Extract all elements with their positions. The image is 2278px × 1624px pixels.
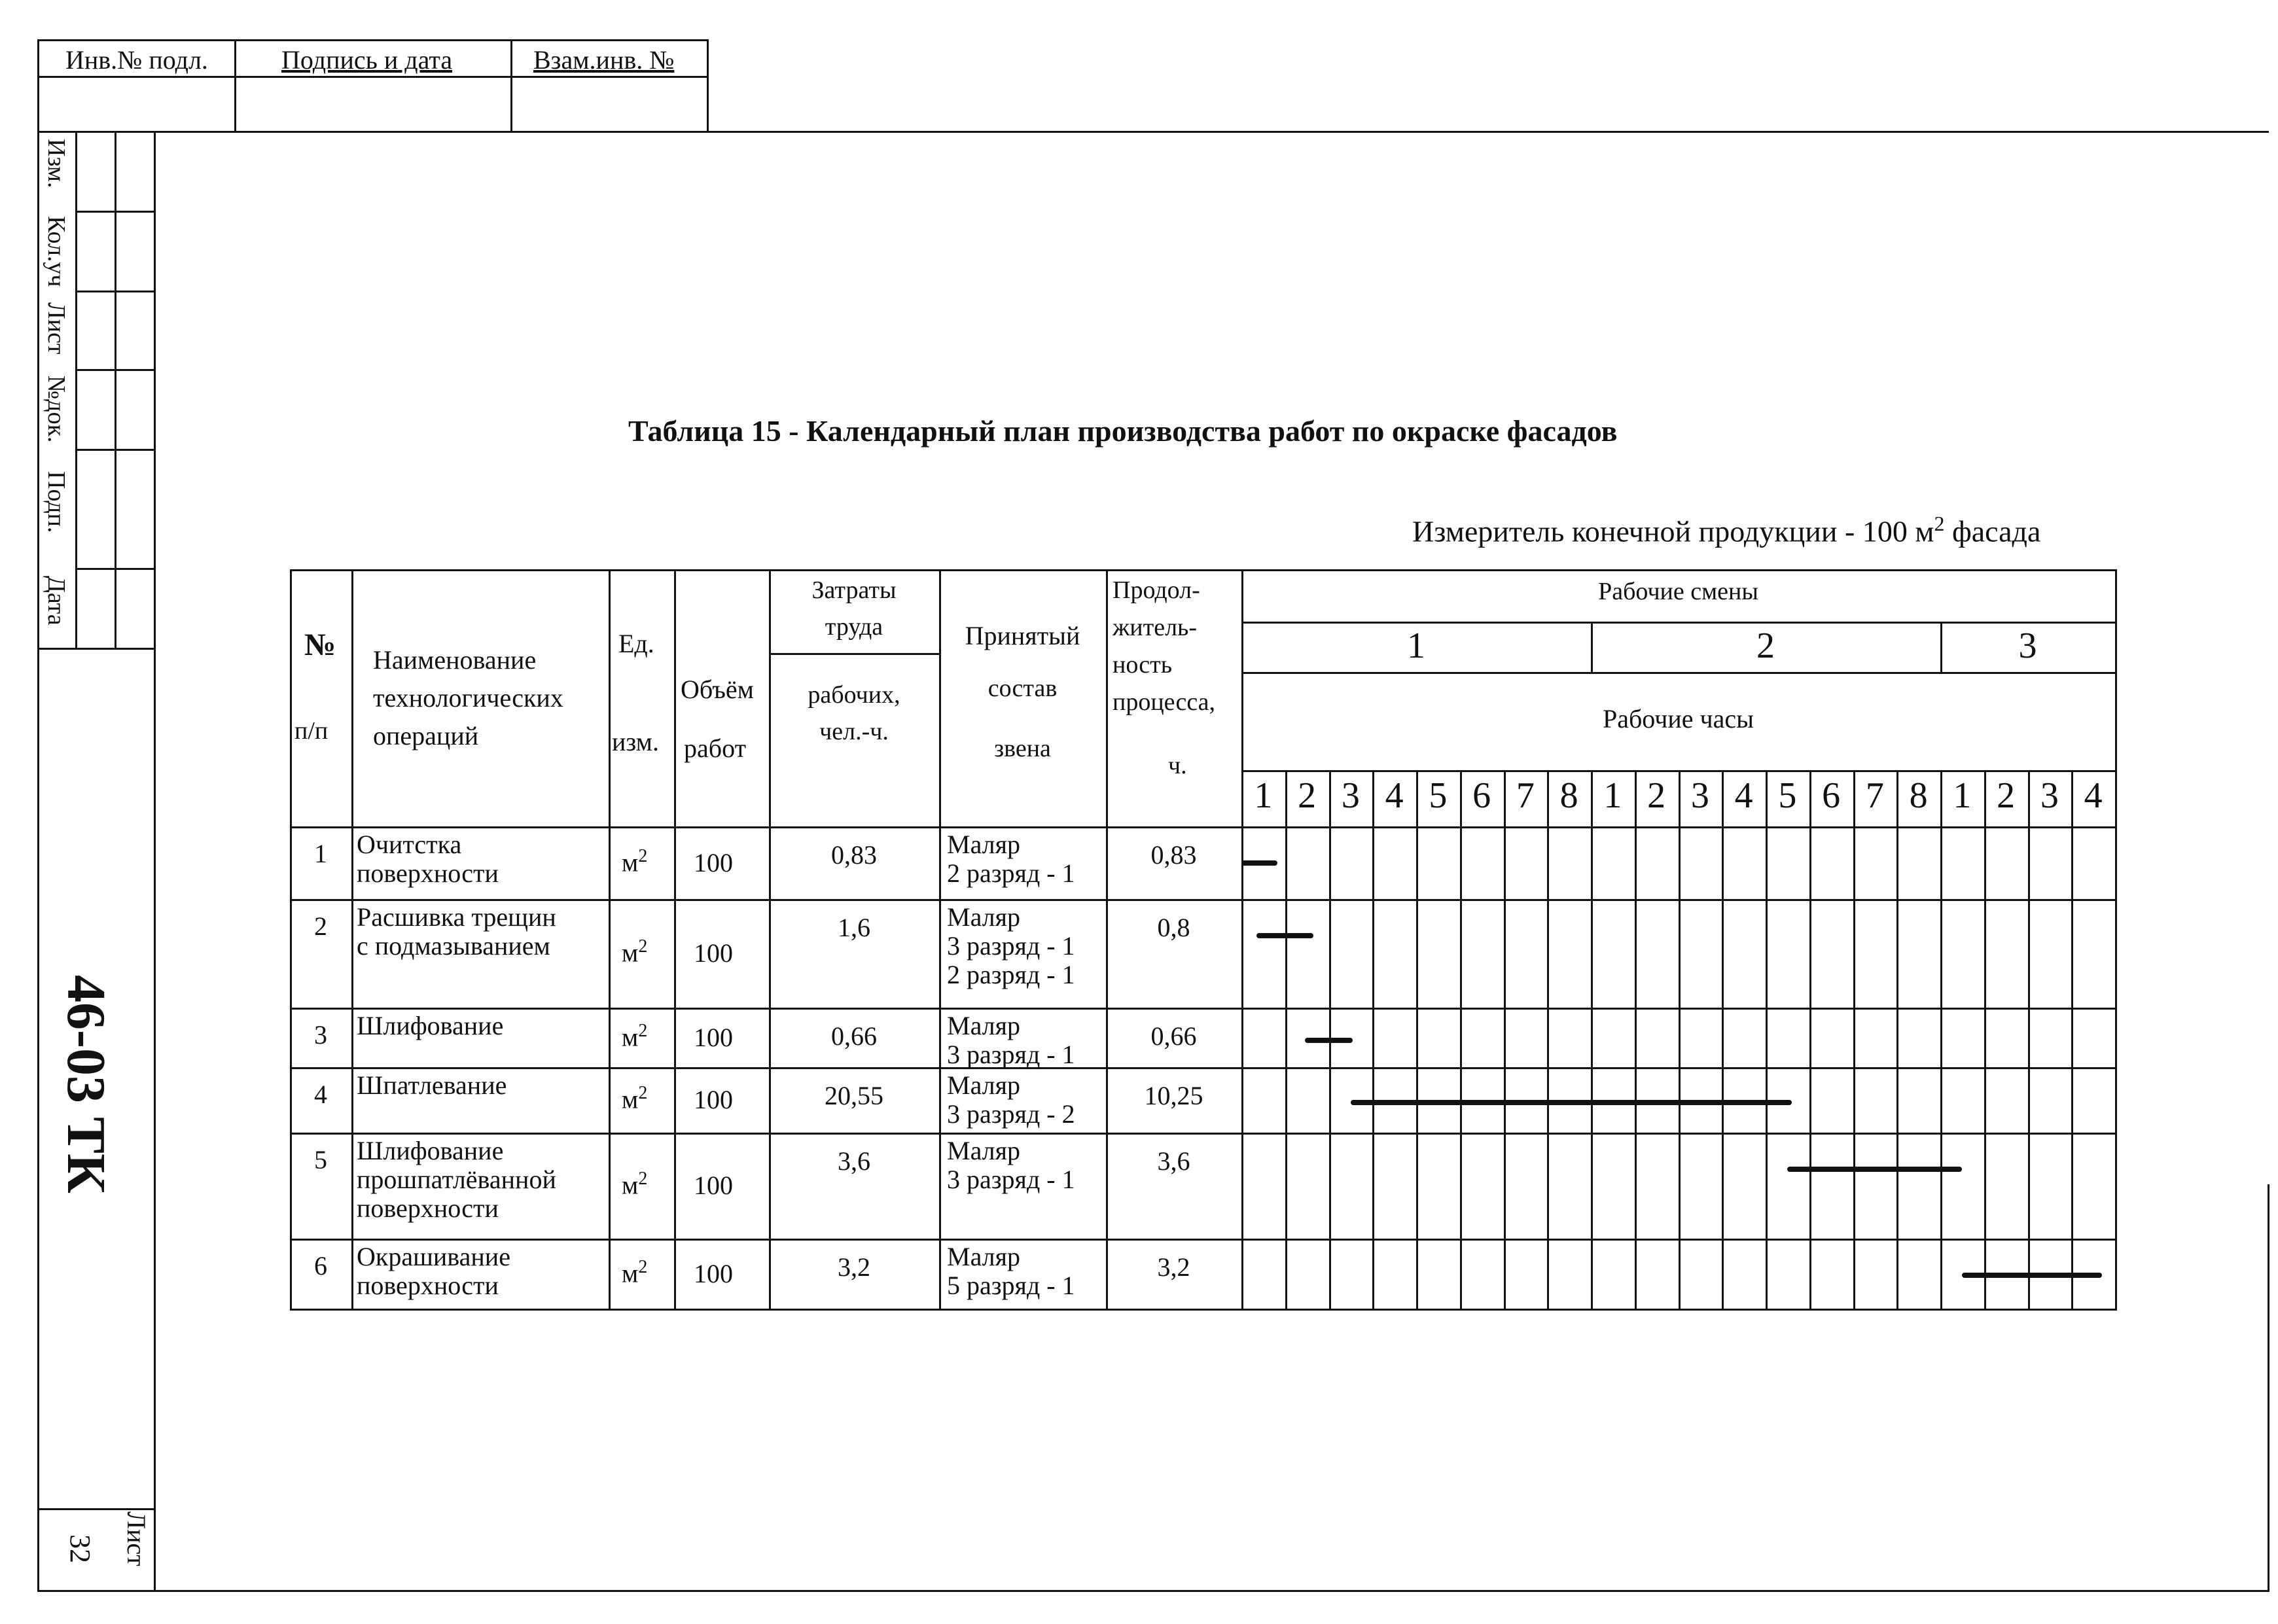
row-duration: 0,66 — [1150, 1021, 1197, 1051]
row-crew: Маляр — [947, 902, 1021, 932]
unit-note-unit: м — [1915, 514, 1934, 548]
header-labor-sub: рабочих, — [808, 681, 900, 709]
unit-note-prefix: Измеритель конечной продукции - 100 — [1412, 514, 1908, 548]
row-operation: с подмазыванием — [357, 931, 550, 961]
header-hours: Рабочие часы — [1602, 704, 1754, 733]
table-column-rule — [351, 569, 353, 1309]
row-crew: 3 разряд - 2 — [947, 1099, 1075, 1129]
hour-column-rule — [1372, 770, 1374, 1309]
shift-number: 1 — [1407, 626, 1425, 666]
header-crew: состав — [988, 675, 1058, 702]
row-labor: 3,2 — [838, 1252, 870, 1282]
row-operation: Шлифование — [357, 1136, 504, 1165]
row-crew: 3 разряд - 1 — [947, 1165, 1075, 1194]
header-name: технологических — [373, 683, 563, 713]
hour-column-rule — [1896, 770, 1898, 1309]
row-rule — [290, 1133, 2115, 1135]
header-duration: Продол- — [1112, 576, 1200, 604]
row-rule — [290, 1067, 2115, 1069]
row-unit-sup: 2 — [638, 1083, 648, 1103]
hour-number: 3 — [1690, 775, 1709, 816]
hour-number: 6 — [1472, 775, 1491, 816]
hour-number: 3 — [1341, 775, 1360, 816]
hour-number: 5 — [1429, 775, 1448, 816]
hour-number: 5 — [1778, 775, 1797, 816]
hour-column-rule — [1547, 770, 1549, 1309]
row-crew: 2 разряд - 1 — [947, 858, 1075, 888]
gantt-bar — [1351, 1100, 1792, 1105]
gantt-bar — [1787, 1167, 1962, 1172]
row-operation: Шпатлевание — [357, 1070, 507, 1100]
row-operation: поверхности — [357, 858, 499, 888]
row-operation: Очитстка — [357, 830, 462, 859]
hour-column-rule — [1722, 770, 1724, 1309]
sheet-label: Лист — [122, 1511, 151, 1566]
header-labor: Затраты — [811, 576, 897, 604]
row-crew: 3 разряд - 1 — [947, 1040, 1075, 1069]
row-num: 5 — [314, 1145, 327, 1174]
hour-column-rule — [2028, 770, 2030, 1309]
hour-column-rule — [2071, 770, 2073, 1309]
header-unit: Ед. — [618, 629, 654, 658]
table-column-rule — [609, 569, 611, 1309]
hour-column-rule — [1416, 770, 1418, 1309]
hour-number: 4 — [1734, 775, 1753, 816]
row-volume: 100 — [694, 847, 733, 877]
side-label-izm: Изм. — [43, 139, 70, 188]
hour-column-rule — [1809, 770, 1811, 1309]
hour-column-rule — [1591, 770, 1593, 1309]
row-operation: Расшивка трещин — [357, 902, 556, 932]
row-operation: поверхности — [357, 1271, 499, 1300]
shift-number: 2 — [1756, 626, 1775, 666]
row-volume: 100 — [694, 1085, 733, 1114]
header-unit-sub: изм. — [612, 727, 659, 756]
hour-number: 2 — [1647, 775, 1666, 816]
row-unit: $м^2$ — [622, 1083, 648, 1114]
row-labor: 3,6 — [838, 1146, 870, 1176]
hour-column-rule — [1853, 770, 1855, 1309]
hour-column-rule — [1635, 770, 1637, 1309]
header-bottom-rule — [290, 826, 2115, 828]
hour-column-rule — [1504, 770, 1506, 1309]
side-label-podp: Подп. — [43, 471, 70, 533]
row-labor: 1,6 — [838, 913, 870, 942]
row-num: 1 — [314, 839, 327, 868]
row-labor: 0,83 — [831, 840, 877, 870]
row-unit-sup: 2 — [638, 845, 648, 866]
side-label-list: Лист — [43, 302, 70, 355]
row-volume: 100 — [694, 1258, 733, 1288]
row-duration: 0,83 — [1150, 840, 1197, 870]
row-unit: $м^2$ — [622, 845, 648, 877]
gantt-bar — [1962, 1273, 2102, 1278]
shift-row-rule — [1241, 622, 2115, 624]
header-name: операций — [373, 721, 479, 750]
hour-number: 8 — [1909, 775, 1928, 816]
row-rule — [290, 1239, 2115, 1241]
unit-note-sup: 2 — [1934, 512, 1945, 535]
row-unit-sup: 2 — [638, 1256, 648, 1277]
row-unit: $м^2$ — [622, 1169, 648, 1200]
hour-column-rule — [1940, 770, 1942, 1309]
hour-number: 4 — [2084, 775, 2103, 816]
header-labor-sub: чел.-ч. — [819, 718, 889, 745]
row-num: 6 — [314, 1251, 327, 1280]
row-num: 2 — [314, 911, 327, 941]
row-volume: 100 — [694, 1171, 733, 1200]
frame-right-edge — [2268, 1184, 2269, 1592]
header-num-sub: п/п — [294, 717, 329, 745]
row-num: 3 — [314, 1020, 327, 1050]
hour-number: 3 — [2040, 775, 2059, 816]
row-crew: 5 разряд - 1 — [947, 1271, 1075, 1300]
row-unit: $м^2$ — [622, 1020, 648, 1051]
row-operation: поверхности — [357, 1193, 499, 1223]
hour-number: 4 — [1385, 775, 1404, 816]
hour-number: 8 — [1559, 775, 1578, 816]
hour-number: 1 — [1254, 775, 1273, 816]
row-crew: Маляр — [947, 1136, 1021, 1165]
side-label-data: Дата — [43, 576, 70, 626]
hour-column-rule — [1285, 770, 1287, 1309]
table-column-rule — [1241, 569, 1243, 1309]
header-duration: ность — [1112, 651, 1173, 679]
row-crew: Маляр — [947, 830, 1021, 859]
row-crew: Маляр — [947, 1011, 1021, 1040]
stamp-signature-label: Подпись и дата — [281, 45, 453, 75]
stamp-inv-label: Инв.№ подл. — [65, 45, 208, 75]
row-operation: Шлифование — [357, 1011, 504, 1040]
row-unit: $м^2$ — [622, 936, 648, 968]
gantt-bar — [1305, 1038, 1353, 1043]
hours-row-rule — [1241, 672, 2115, 674]
hour-number: 7 — [1516, 775, 1535, 816]
row-volume: 100 — [694, 1022, 733, 1052]
row-crew: Маляр — [947, 1242, 1021, 1271]
row-unit: $м^2$ — [622, 1256, 648, 1288]
gantt-bar — [1256, 933, 1313, 938]
table-title: Таблица 15 - Календарный план производства работ по окраске фасадов — [628, 414, 1618, 448]
unit-note-suffix: фасада — [1951, 514, 2041, 548]
row-unit-sup: 2 — [638, 1169, 648, 1189]
row-rule — [290, 899, 2115, 901]
row-num: 4 — [314, 1080, 327, 1109]
row-duration: 3,2 — [1157, 1252, 1190, 1282]
hour-column-rule — [1766, 770, 1768, 1309]
header-crew: Принятый — [965, 621, 1080, 650]
sheet-number: 32 — [64, 1534, 96, 1563]
header-shifts: Рабочие смены — [1598, 578, 1758, 605]
hour-number: 1 — [1603, 775, 1622, 816]
header-duration: житель- — [1112, 614, 1198, 641]
row-operation: Окрашивание — [357, 1242, 510, 1271]
header-volume-sub: работ — [684, 733, 747, 763]
hour-column-rule — [1679, 770, 1681, 1309]
row-duration: 0,8 — [1157, 913, 1190, 942]
hour-column-rule — [1460, 770, 1462, 1309]
table-border-right — [2115, 569, 2117, 1309]
header-crew: звена — [994, 735, 1051, 762]
hour-number: 1 — [1953, 775, 1972, 816]
unit-note — [1412, 512, 2040, 548]
header-volume: Объём — [681, 675, 754, 704]
row-unit-sup: 2 — [638, 1020, 648, 1041]
table-column-rule — [674, 569, 676, 1309]
header-name: Наименование — [373, 645, 537, 675]
shift-number: 3 — [2018, 626, 2037, 666]
row-operation: прошпатлёванной — [357, 1165, 556, 1194]
row-unit-sup: 2 — [638, 936, 648, 957]
header-duration: процесса, — [1112, 688, 1216, 716]
row-crew: 2 разряд - 1 — [947, 960, 1075, 989]
row-labor: 20,55 — [825, 1081, 883, 1110]
row-crew: 3 разряд - 1 — [947, 931, 1075, 961]
frame-bottom-edge — [37, 1590, 2269, 1592]
side-label-ndok: №док. — [43, 376, 70, 443]
labor-header-split — [769, 653, 939, 655]
header-labor: труда — [825, 613, 883, 641]
hour-number: 7 — [1865, 775, 1884, 816]
hour-number: 2 — [1997, 775, 2016, 816]
row-volume: 100 — [694, 938, 733, 968]
gantt-bar — [1241, 860, 1277, 866]
document-code: 46-03 ТК — [56, 975, 116, 1193]
header-duration: ч. — [1168, 752, 1187, 779]
row-rule — [290, 1008, 2115, 1010]
hour-number: 2 — [1298, 775, 1317, 816]
table-border-top — [290, 569, 2115, 571]
side-label-kolvo: Кол.уч — [43, 216, 70, 287]
row-duration: 10,25 — [1144, 1081, 1203, 1110]
row-labor: 0,66 — [831, 1021, 877, 1051]
header-num: № — [304, 627, 336, 662]
table-border-bottom — [290, 1309, 2117, 1311]
row-duration: 3,6 — [1157, 1146, 1190, 1176]
hour-column-rule — [1984, 770, 1986, 1309]
row-crew: Маляр — [947, 1070, 1021, 1100]
hour-number: 6 — [1822, 775, 1841, 816]
stamp-replace-label: Взам.инв. № — [533, 45, 675, 75]
